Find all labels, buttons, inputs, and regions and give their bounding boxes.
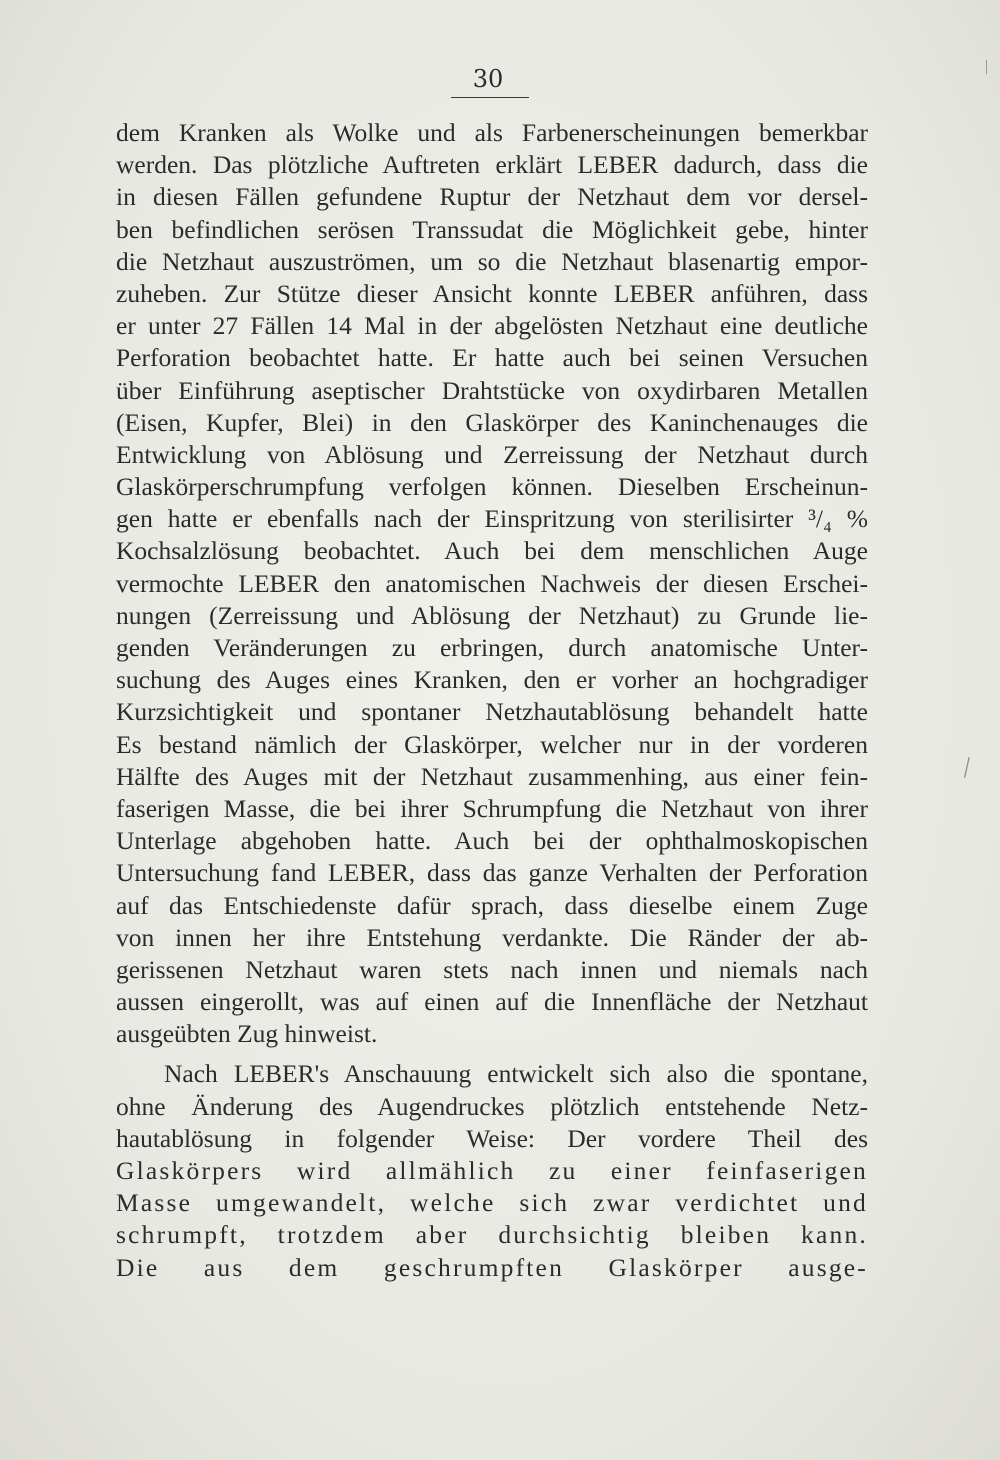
text-line: hautablösung in folgender Weise: Der vordere Theil des <box>116 1123 868 1153</box>
text-line: Kochsalzlösung beobachtet. Auch bei dem menschlichen Auge <box>116 536 868 566</box>
text-line: über Einführung aseptischer Drahtstücke von oxydirbaren Metallen <box>116 375 868 405</box>
text-line: werden. Das plötzliche Auftreten erklärt LEBER dadurch, dass die <box>116 150 868 180</box>
paragraph <box>116 1058 868 1283</box>
text-line: nungen (Zerreissung und Ablösung der Netzhaut) zu Grunde lie- <box>116 600 868 630</box>
text-line: aussen eingerollt, was auf einen auf die Innenfläche der Netzhaut <box>116 987 868 1017</box>
text-line: ohne Änderung des Augendruckes plötzlich entstehende Netz- <box>116 1091 868 1121</box>
text-line: in diesen Fällen gefundene Ruptur der Netzhaut dem vor dersel- <box>116 182 868 212</box>
text-line: Entwicklung von Ablösung und Zerreissung der Netzhaut durch <box>116 439 868 469</box>
text-line: Die aus dem geschrumpften Glaskörper ausge- <box>116 1252 868 1282</box>
page-number: 30 <box>472 65 504 93</box>
text-line: Unterlage abgehoben hatte. Auch bei der ophthalmoskopischen <box>116 826 868 856</box>
text-line: Glaskörperschrumpfung verfolgen können. Dieselben Erscheinun- <box>116 472 868 502</box>
text-line: Kurzsichtigkeit und spontaner Netzhautablösung behandelt hatte <box>116 697 868 727</box>
text-line: Nach LEBER's Anschauung entwickelt sich also die spontane, <box>164 1059 868 1089</box>
text-line: genden Veränderungen zu erbringen, durch anatomische Unter- <box>116 633 868 662</box>
text-line: Perforation beobachtet hatte. Er hatte auch bei seinen Versuchen <box>116 343 868 373</box>
margin-mark <box>986 60 987 74</box>
text-line: schrumpft, trotzdem aber durchsichtig bleiben kann. <box>116 1220 868 1250</box>
text-line: Hälfte des Auges mit der Netzhaut zusammenhing, aus einer fein- <box>116 761 868 791</box>
text-line: ben befindlichen serösen Transsudat die Möglichkeit gebe, hinter <box>116 214 868 244</box>
ink-speck: ╲ <box>957 757 977 778</box>
text-line: faserigen Masse, die bei ihrer Schrumpfung die Netzhaut von ihrer <box>116 793 868 823</box>
text-line: Masse umgewandelt, welche sich zwar verdichtet und <box>116 1188 868 1218</box>
text-line: zuheben. Zur Stütze dieser Ansicht konnte LEBER anführen, dass <box>116 278 868 308</box>
text-line: suchung des Auges eines Kranken, den er vorher an hochgradiger <box>116 665 868 695</box>
body-text <box>116 117 868 1284</box>
text-line: von innen her ihre Entstehung verdankte. Die Ränder der ab- <box>116 922 868 952</box>
text-line: Es bestand nämlich der Glaskörper, welcher nur in der vorderen <box>116 729 868 759</box>
text-line: er unter 27 Fällen 14 Mal in der abgelösten Netzhaut eine deutliche <box>116 311 868 341</box>
text-line: gen hatte er ebenfalls nach der Einspritzung von sterilisirter ³/₄ % <box>116 504 868 534</box>
text-line: auf das Entschiedenste dafür sprach, dass dieselbe einem Zuge <box>116 890 868 920</box>
text-line: Untersuchung fand LEBER, dass das ganze Verhalten der Perforation <box>116 858 868 888</box>
text-line: dem Kranken als Wolke und als Farbenerscheinungen bemerkbar <box>116 118 868 147</box>
text-line: gerissenen Netzhaut waren stets nach innen und niemals nach <box>116 954 868 984</box>
text-line: vermochte LEBER den anatomischen Nachweis der diesen Erschei- <box>116 568 868 598</box>
paragraph-gap <box>116 1050 868 1058</box>
paragraph <box>116 117 868 1050</box>
text-line: (Eisen, Kupfer, Blei) in den Glaskörper des Kaninchenauges die <box>116 407 868 437</box>
page-number-rule <box>451 97 529 98</box>
text-line: Glaskörpers wird allmählich zu einer feinfaserigen <box>116 1156 868 1185</box>
text-line: die Netzhaut auszuströmen, um so die Netzhaut blasenartig empor- <box>116 246 868 276</box>
text-line: ausgeübten Zug hinweist. <box>116 1019 378 1049</box>
